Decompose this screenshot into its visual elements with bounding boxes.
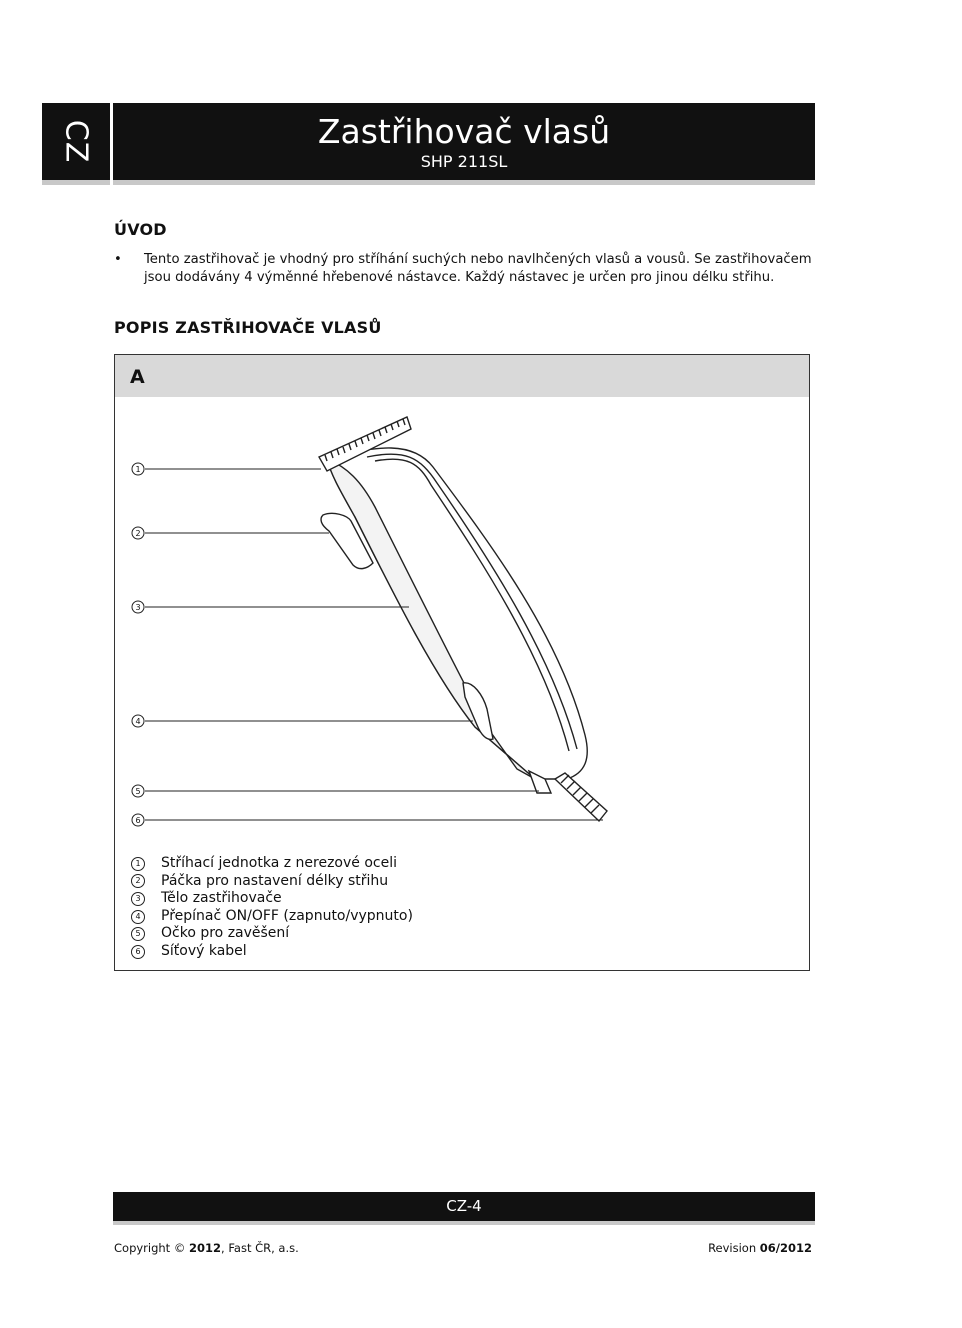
language-code: CZ <box>58 119 94 164</box>
header-shadow <box>113 180 815 185</box>
revision-prefix: Revision <box>708 1241 757 1255</box>
legend-number: 5 <box>131 927 145 941</box>
legend-text: Tělo zastřihovače <box>161 890 282 907</box>
model-number: SHP 211SL <box>420 152 508 171</box>
legend-number: 6 <box>131 945 145 959</box>
copyright-company: , Fast ČR, a.s. <box>221 1241 299 1255</box>
footer-shadow <box>113 1221 815 1225</box>
figure-header <box>115 355 809 397</box>
legend-text: Síťový kabel <box>161 942 247 959</box>
parts-legend <box>131 855 413 961</box>
callout-number: 5 <box>135 787 141 796</box>
legend-item <box>131 925 413 943</box>
legend-item <box>131 908 413 926</box>
callout-number: 1 <box>135 465 141 474</box>
figure-a <box>114 354 810 971</box>
legend-item <box>131 943 413 961</box>
legend-item <box>131 855 413 873</box>
intro-text: Tento zastřihovač je vhodný pro stříhání suchých nebo navlhčených vlasů a vousů. Se zastřihovačem jsou dodávány 4 výměnné hřebenové nástavce. Každý nástavec je určen pro jinou délku střihu. <box>144 252 812 285</box>
legend-text: Přepínač ON/OFF (zapnuto/vypnuto) <box>161 907 413 924</box>
page-header <box>113 103 815 180</box>
legend-item <box>131 873 413 891</box>
callout-number: 3 <box>135 603 141 612</box>
revision-notice <box>708 1241 812 1255</box>
legend-text: Páčka pro nastavení délky střihu <box>161 872 389 889</box>
power-cable <box>555 773 607 821</box>
copyright-prefix: Copyright © <box>114 1241 186 1255</box>
callout-numbers <box>135 465 140 825</box>
language-tab-shadow <box>42 180 110 185</box>
legend-text: Očko pro zavěšení <box>161 925 290 942</box>
figure-label: A <box>130 366 145 388</box>
copyright-notice <box>114 1241 299 1255</box>
page-title: Zastřihovač vlasů <box>317 112 611 151</box>
revision-date: 06/2012 <box>759 1241 812 1255</box>
callout-number: 4 <box>135 717 141 726</box>
hair-clipper-illustration <box>115 397 809 852</box>
page-number-bar <box>113 1192 815 1221</box>
legend-number: 1 <box>131 857 145 871</box>
callout-number: 6 <box>135 816 141 825</box>
bullet-marker: • <box>114 252 122 267</box>
callout-markers <box>132 463 144 826</box>
legend-item <box>131 890 413 908</box>
intro-heading: ÚVOD <box>114 220 167 239</box>
legend-text: Stříhací jednotka z nerezové oceli <box>161 855 397 871</box>
intro-paragraph <box>114 251 814 287</box>
page-number: CZ-4 <box>446 1197 482 1215</box>
legend-number: 4 <box>131 910 145 924</box>
language-tab <box>42 103 110 180</box>
legend-number: 2 <box>131 874 145 888</box>
legend-number: 3 <box>131 892 145 906</box>
callout-number: 2 <box>135 529 141 538</box>
copyright-year: 2012 <box>189 1241 222 1255</box>
clipper-drawing <box>319 417 607 821</box>
description-heading: POPIS ZASTŘIHOVAČE VLASŮ <box>114 318 382 337</box>
